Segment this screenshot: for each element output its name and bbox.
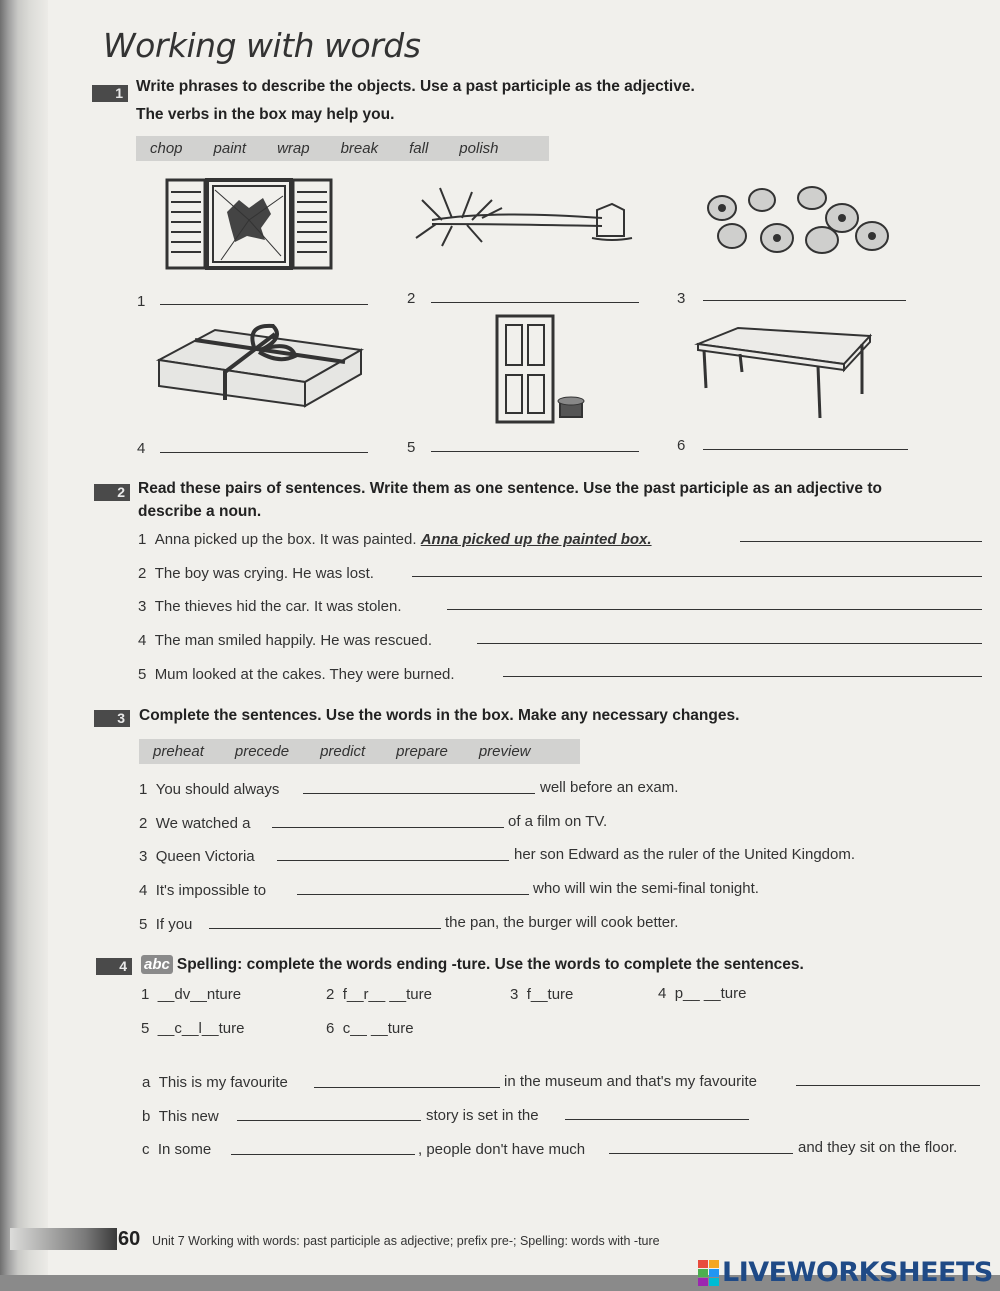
word-polish: polish — [459, 140, 499, 157]
s3-row-2-end: of a film on TV. — [508, 813, 608, 830]
item-number-5: 5 — [407, 439, 416, 456]
word-predict: predict — [320, 743, 366, 760]
section-3-number: 3 — [94, 710, 130, 727]
section-4-instruction: abc Spelling: complete the words ending -ture. Use the words to complete the sentences. — [141, 953, 804, 977]
abc-badge: abc — [141, 955, 173, 974]
s3-row-4-end: who will win the semi-final tonight. — [533, 880, 759, 897]
section-2-instruction-2: describe a noun. — [138, 503, 262, 520]
s4-a-line-1[interactable] — [314, 1087, 500, 1088]
item-number-6: 6 — [677, 437, 686, 454]
word-prepare: prepare — [396, 743, 448, 760]
s3-row-5-end: the pan, the burger will cook better. — [445, 914, 679, 931]
s3-answer-line-3[interactable] — [277, 860, 509, 861]
section-3-instruction: Complete the sentences. Use the words in the box. Make any necessary changes. — [139, 707, 740, 724]
item-number-2: 2 — [407, 290, 416, 307]
word-preview: preview — [478, 743, 531, 760]
s4-c-line-2[interactable] — [609, 1153, 793, 1154]
s3-row-4-start: 4 It's impossible to — [139, 882, 267, 899]
s3-row-2-start: 2 We watched a — [139, 815, 251, 832]
s3-row-3-end: her son Edward as the ruler of the United Kingdom. — [514, 846, 856, 863]
answer-line-3[interactable] — [703, 300, 906, 301]
s4-a-line-2[interactable] — [796, 1085, 980, 1086]
answer-line-6[interactable] — [703, 449, 908, 450]
s4-sentence-a-mid: in the museum and that's my favourite — [504, 1073, 757, 1090]
s3-answer-line-5[interactable] — [209, 928, 441, 929]
s2-row-1: 1 Anna picked up the box. It was painted. Anna picked up the painted box. — [138, 531, 652, 548]
s4-sentence-c-mid: , people don't have much — [418, 1141, 586, 1158]
s4-sentence-c-end: and they sit on the floor. — [798, 1139, 958, 1156]
s2-answer-line-5[interactable] — [503, 676, 982, 677]
s3-row-3-start: 3 Queen Victoria — [139, 848, 255, 865]
s2-answer-line-3[interactable] — [447, 609, 982, 610]
s3-row-1-start: 1 You should always — [139, 781, 280, 798]
s4-c-line-1[interactable] — [231, 1154, 415, 1155]
s4-sentence-b-start: b This new — [142, 1108, 219, 1125]
s4-word-1[interactable]: 1 __dv__nture — [141, 986, 242, 1003]
word-paint: paint — [213, 140, 247, 157]
liveworksheets-logo[interactable] — [698, 1257, 993, 1288]
polished-table-image — [694, 324, 874, 422]
s4-word-5[interactable]: 5 __c__l__ture — [141, 1020, 245, 1037]
word-wrap: wrap — [277, 140, 310, 157]
s4-sentence-a-start: a This is my favourite — [142, 1074, 288, 1091]
section-1-instruction-2: The verbs in the box may help you. — [136, 106, 395, 123]
s4-word-2[interactable]: 2 f__r__ __ture — [326, 986, 432, 1003]
section-1-number: 1 — [92, 85, 128, 102]
section-2-instruction: Read these pairs of sentences. Write them as one sentence. Use the past participle as an adjective to — [138, 480, 882, 497]
s2-answer-line-4[interactable] — [477, 643, 982, 644]
s3-row-5-start: 5 If you — [139, 916, 193, 933]
answer-line-2[interactable] — [431, 302, 639, 303]
s4-word-3[interactable]: 3 f__ture — [510, 986, 574, 1003]
s2-row-5: 5 Mum looked at the cakes. They were burned. — [138, 666, 455, 683]
section-4-number: 4 — [96, 958, 132, 975]
section-1-instruction: Write phrases to describe the objects. Use a past participle as the adjective. — [136, 78, 695, 95]
s4-word-6[interactable]: 6 c__ __ture — [326, 1020, 414, 1037]
chopped-logs-image — [682, 178, 902, 260]
s4-sentence-c-start: c In some — [142, 1141, 212, 1158]
s2-row-2: 2 The boy was crying. He was lost. — [138, 565, 374, 582]
s2-answer-line-1[interactable] — [740, 541, 982, 542]
answer-line-5[interactable] — [431, 451, 639, 452]
s2-row-3: 3 The thieves hid the car. It was stolen. — [138, 598, 402, 615]
wrapped-present-image — [155, 320, 365, 408]
s3-answer-line-4[interactable] — [297, 894, 529, 895]
footer-bar — [10, 1228, 117, 1250]
word-chop: chop — [150, 140, 183, 157]
liveworksheets-icon — [698, 1260, 718, 1286]
s2-answer-line-2[interactable] — [412, 576, 982, 577]
s4-b-line-1[interactable] — [237, 1120, 421, 1121]
section-3-word-box — [139, 739, 580, 764]
s3-answer-line-1[interactable] — [303, 793, 535, 794]
item-number-1: 1 — [137, 293, 146, 310]
page-number: 60 — [118, 1228, 141, 1250]
word-preheat: preheat — [153, 743, 204, 760]
section-1-word-box — [136, 136, 549, 161]
book-spine — [0, 0, 48, 1291]
word-precede: precede — [234, 743, 290, 760]
s3-row-1-end: well before an exam. — [540, 779, 679, 796]
word-fall: fall — [409, 140, 429, 157]
section-2-number: 2 — [94, 484, 130, 501]
broken-window-image — [165, 176, 335, 272]
item-number-3: 3 — [677, 290, 686, 307]
liveworksheets-text: LIVEWORKSHEETS — [722, 1257, 993, 1288]
s4-sentence-b-mid: story is set in the — [426, 1107, 539, 1124]
footer-text: Unit 7 Working with words: past participle as adjective; prefix pre-; Spelling: words with -ture — [152, 1234, 660, 1248]
answer-line-1[interactable] — [160, 304, 368, 305]
item-number-4: 4 — [137, 440, 146, 457]
s4-word-4[interactable]: 4 p__ __ture — [658, 985, 747, 1002]
answer-line-4[interactable] — [160, 452, 368, 453]
page-title: Working with words — [103, 26, 421, 65]
s2-example-answer: Anna picked up the painted box. — [420, 531, 652, 548]
fallen-door-image — [494, 313, 594, 425]
word-break: break — [340, 140, 379, 157]
s3-answer-line-2[interactable] — [272, 827, 504, 828]
fallen-tree-image — [412, 180, 637, 250]
s2-row-4: 4 The man smiled happily. He was rescued. — [138, 632, 433, 649]
s4-b-line-2[interactable] — [565, 1119, 749, 1120]
